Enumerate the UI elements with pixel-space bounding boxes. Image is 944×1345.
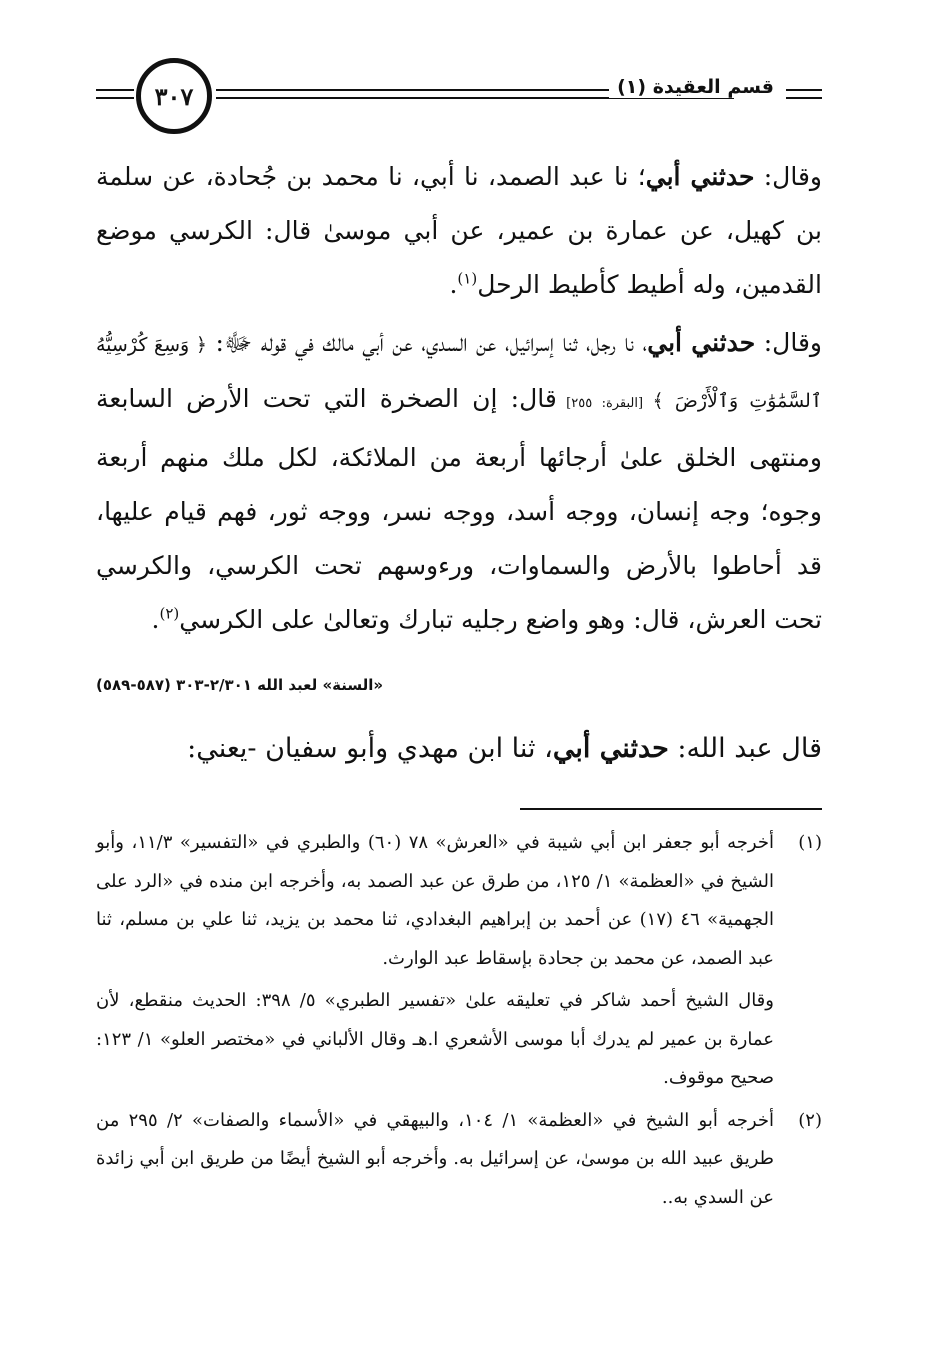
footnote-continuation: وقال الشيخ أحمد شاكر في تعليقه علىٰ «تفسير الطبري» ٥/ ٣٩٨: الحديث منقطع، لأن عمارة بن عمير لم يدرك أبا موسى الأشعري ا.هـ وقال الألباني في «مختصر العلو» ١/ ١٢٣: صحيح موقوف. (96, 990, 774, 1088)
footnote-2 (96, 1102, 822, 1218)
footnote-text: أخرجه أبو الشيخ في «العظمة» ١/ ١٠٤، والبيهقي في «الأسماء والصفات» ٢/ ٢٩٥ من طريق عبيد الله بن موسىٰ، عن إسرائيل به. وأخرجه أبو الشيخ أيضًا من طريق ابن أبي زائدة عن السدي به.. (96, 1109, 774, 1208)
page-number: ٣٠٧ (136, 58, 212, 134)
source-reference: «السنة» لعبد الله ٢/٣٠١-٣٠٣ (٥٨٧-٥٨٩) (96, 676, 384, 694)
paragraph-text: ؛ نا عبد الصمد، نا أبي، نا محمد بن جُحادة، عن سلمة بن كهيل، عن عمارة بن عمير، عن أبي موسىٰ قال: الكرسي موضع القدمين، وله أطيط كأطيط الرحل (96, 162, 822, 299)
footnote-number: (١) (798, 832, 822, 853)
header-rule (786, 97, 822, 99)
lead-text: وقال: (754, 162, 822, 191)
page-header (96, 62, 822, 142)
footnote-marker[interactable]: (١) (457, 269, 478, 288)
paragraph-3 (96, 722, 822, 776)
isnad-bold: حدثني أبي (645, 162, 755, 191)
verse-reference: [البقرة: ٢٥٥] (556, 396, 653, 411)
running-title: قسم العقيدة (١) (609, 76, 782, 98)
paragraph-end: . (449, 270, 458, 299)
header-rule (96, 97, 134, 99)
paragraph-2 (96, 316, 822, 647)
footnote-marker[interactable]: (٢) (159, 604, 180, 623)
lead-text: وقال: (755, 328, 822, 357)
quran-verse: ﴿ وَسِعَ كُرْسِيُّهُ ٱلسَّمَٰوَٰتِ وَٱلْأَرْضَ ﴾ (96, 334, 822, 412)
lead-text: قال عبد الله: (668, 733, 822, 764)
footnote-number: (٢) (798, 1109, 822, 1131)
footnote-1 (96, 824, 822, 978)
footnotes (96, 824, 822, 1217)
footnote-text: أخرجه أبو جعفر ابن أبي شيبة في «العرش» ٧٨ (٦٠) والطبري في «التفسير» ١١/٣، وأبو الشيخ في «العظمة» ١/ ١٢٥، من طرق عن عبد الصمد به، وأخرجه ابن منده في «الرد على الجهمية» ٤٦ (١٧) عن أحمد بن إبراهيم البغدادي، ثنا محمد بن يزيد، ثنا علي بن مسلم، ثنا عبد الصمد، عن محمد بن جحادة بإسقاط عبد الوارث. (96, 832, 775, 969)
paragraph-text: قال: إن الصخرة التي تحت الأرض السابعة ومنتهى الخلق علىٰ أرجائها أربعة من الملائكة، لكل ملك منهم أربعة وجوه؛ وجه إنسان، ووجه أسد، ووجه نسر، ووجه ثور، فهم قيام عليها، قد أحاطوا بالأرض والسماوات، ورءوسهم تحت الكرسي، والكرسي تحت العرش، قال: وهو واضع رجليه تبارك وتعالىٰ على الكرسي (96, 384, 822, 634)
header-rule (786, 89, 822, 91)
footnote-separator (520, 808, 822, 810)
isnad-bold: حدثني أبي (552, 733, 669, 764)
header-rule (96, 89, 134, 91)
paragraph-text: ، ثنا ابن مهدي وأبو سفيان -يعني: (187, 733, 553, 764)
paragraph-end: . (151, 605, 160, 634)
isnad-bold: حدثني أبي (647, 328, 756, 357)
paragraph-1 (96, 150, 822, 312)
paragraph-text: ، نا رجل، ثنا إسرائيل، عن السدي، عن أبي مالك في قوله ﷻ: (206, 328, 648, 357)
